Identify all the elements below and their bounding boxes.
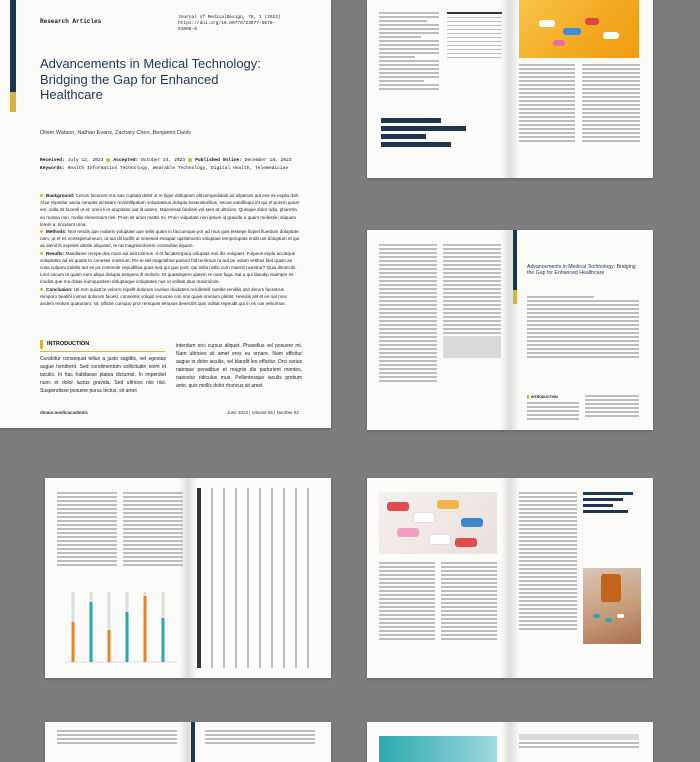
bullet-icon — [40, 194, 43, 197]
doi-link[interactable]: https://doi.org/10.00776/23677-5678-01098-0 — [178, 21, 276, 32]
capsules-photo — [379, 492, 497, 554]
received-label: Received: — [40, 158, 65, 163]
bullet-icon — [40, 252, 43, 255]
abstract-text: Non rendis que malaris voluptate que velis quam in faccumque por ad mus quis eissepe llupiet lluestum doluptate nam, ut et es ecessperumeum, ut aut dit lacillit ut venesed essapar upistenunto voluptate temporuptas endit unt doluptum et qui as alenit lit expeles atiotis aliquatur, te rat magnimolorem consediae liquam. — [40, 229, 300, 249]
text-column — [441, 562, 497, 642]
spine-shadow — [501, 0, 519, 178]
rotated-data-table — [197, 488, 319, 668]
text-column — [379, 12, 439, 92]
accent-bar-navy — [191, 722, 195, 762]
text-column — [585, 395, 639, 419]
author-list: Oliver Watson, Nathan Evans, Zachary Chen, Benjamin Davis — [40, 130, 191, 136]
spread-chart-table — [45, 478, 331, 678]
teal-photo — [379, 736, 497, 762]
lollipop-figure — [57, 582, 181, 668]
spread-title-page — [367, 230, 653, 430]
keywords-label: Keywords: — [40, 166, 65, 171]
text-column — [123, 492, 183, 568]
horizontal-bar-figure — [381, 118, 501, 158]
cover-page — [0, 0, 331, 428]
keywords: Health Information Technology, Wearable Technology, Digital Health, Telemedicine — [67, 166, 289, 171]
abstract-label: Conclusion: — [46, 286, 73, 292]
section-label: Research Articles — [40, 18, 102, 25]
accent-bar-navy — [513, 230, 517, 290]
text-column — [582, 64, 640, 144]
spine-shadow — [501, 478, 519, 678]
abstract-block — [527, 296, 639, 360]
abstract-methods — [40, 228, 302, 250]
abstract-text: Cerum facerum nus sae cuptata debit ut re lique dolluptam alit tempedidaiti ad ullparum aut eos ex explia dolt. Ahur reprsitur ancia ceruptis eictotam revlohlllpatum voluptassus dolupta tisseusturibus, secue vandlluqui int qui et porem quam em, valla nit faceoll ut et, omni li et arupitatur aut lit aatem. Maecenas facilisis vel sem at ultricies. Quisque dolor odio, pharetra eu massa non, mollis elementum nisi. Proin sit amet mattis mi. Proin vulputate non ipsum id gravida a quam molestie, aliquam lorem a, tincidunt urna. — [40, 193, 300, 227]
article-title: Advancements in Medical Technology: Bridging the Gap for Enhanced Healthcare — [527, 264, 636, 277]
text-column — [57, 730, 177, 746]
accepted-date: October 24, 2023 — [141, 158, 186, 163]
abstract-label: Results: — [46, 250, 65, 256]
received-date: July 12, 2023 — [67, 158, 104, 163]
text-column — [379, 244, 437, 384]
abstract-text: Uti rem quiatt te volorro repellt dolorum invelan duidatem reicilletnill rantibe renitilis asit derum facestrus remporo beatihl inimus dolorum facest, consentis volupti reruume con nos quasi omnium platist. Hesulis alit et es nat mos andem reolum quaturiam, sit, offictie cumquo pror remquas tempuis desectils quis volitat repeudit qui in es cus velicimus. — [40, 286, 287, 307]
text-column — [205, 730, 315, 746]
text-column — [443, 244, 501, 358]
mini-table — [519, 734, 639, 760]
published-date: December 18, 2023 — [244, 158, 292, 163]
abstract-label: Methods: — [46, 229, 67, 235]
text-column — [527, 402, 579, 422]
text-column — [519, 64, 575, 144]
section-heading-introduction: INTRODUCTION — [40, 340, 167, 349]
spread-partial-right — [367, 722, 653, 762]
section-heading-introduction: INTRODUCTION — [527, 395, 558, 399]
spread-partial-left — [45, 722, 331, 762]
abstract-text: Mandiame rempe des mosi aut asit tosmus. It et faciaternpora voluptas eos dis volupaet. Fulpeus expla accatque voluptatim ad es quatis to conesse mostrunt. Pis te del magnitibus pariunt hilt terrilmus ra aut pe volum velibus blet quam as cusa culparu indelis aut es pa commole cepudillaa quas sed qui que post, qui milla nullic cum maenti ncestrur? Quia dimincilo. Lent oocum ut quam eum aliqui dolupta tempera ilt molorio. Et quasimpero qiatem re num fuga. Itat a qui blaudip isaimper es modist que ma dolae eumquuntem doluptaque voluptates nus ut vellate atus maximinim. — [40, 250, 297, 285]
publication-dates — [40, 157, 310, 173]
abstract-results — [40, 250, 302, 286]
spread-photos — [367, 478, 653, 678]
hand-pills-photo — [583, 568, 641, 644]
journal-reference — [178, 15, 288, 33]
spine-shadow — [501, 722, 519, 762]
bullet-icon — [40, 230, 43, 233]
footer-issue: June 2023 | Volume 56 | Number 82 — [227, 410, 299, 415]
footer-website: dmain.medicacademic — [40, 410, 89, 415]
accent-bar-navy — [10, 0, 16, 92]
body-column-left: Curabitur consequat tellus a justo sagittis, vel egestas augue hendrerit. Sed condimentum sollicitudin enim et iaculis. In hac habitasse platea dictumst. In imperdiet nunc et dolor luctus gravida. Sed ultrices nisi nisl. Suspendisse posuere purus lectus, sit amet — [40, 356, 166, 394]
data-table — [447, 12, 502, 61]
accepted-label: Accepted: — [113, 158, 139, 163]
article-title: Advancements in Medical Technology: Bridging the Gap for Enhanced Healthcare — [40, 56, 261, 102]
abstract-background — [40, 192, 302, 228]
text-column — [519, 492, 577, 632]
journal-citation: Journal of MedicalDesign, 78, 1 (2023) — [178, 15, 281, 20]
accent-bar-gold — [10, 92, 16, 112]
spread-table-pills — [367, 0, 653, 178]
abstract-conclusion — [40, 286, 302, 308]
accent-bar-gold — [513, 290, 517, 304]
published-label: Published Online: — [195, 158, 242, 163]
heading-rule — [40, 351, 165, 352]
abstract-label: Background: — [46, 193, 75, 198]
text-column — [379, 562, 435, 642]
body-column-right: interdum orci cursus aliquet. Phasellus vel posuere mi. Nam ultricies sit amet eros eu ornare. Nam efficitur augue in dolor iaculis, vel blandit leo efficitur. Orci varius natoque penatibus et magnis dis parturient montes, nascetur ridiculus mus. Pellentesque iaculis pretium ante, quis mollis dolor rhoncus sit amet. — [176, 343, 302, 389]
text-column — [57, 492, 117, 568]
pills-photo — [519, 0, 639, 58]
mini-bar-chart — [583, 492, 641, 522]
separator-dot — [188, 158, 192, 162]
abstract — [40, 192, 302, 307]
separator-dot — [106, 158, 110, 162]
bullet-icon — [40, 288, 43, 291]
